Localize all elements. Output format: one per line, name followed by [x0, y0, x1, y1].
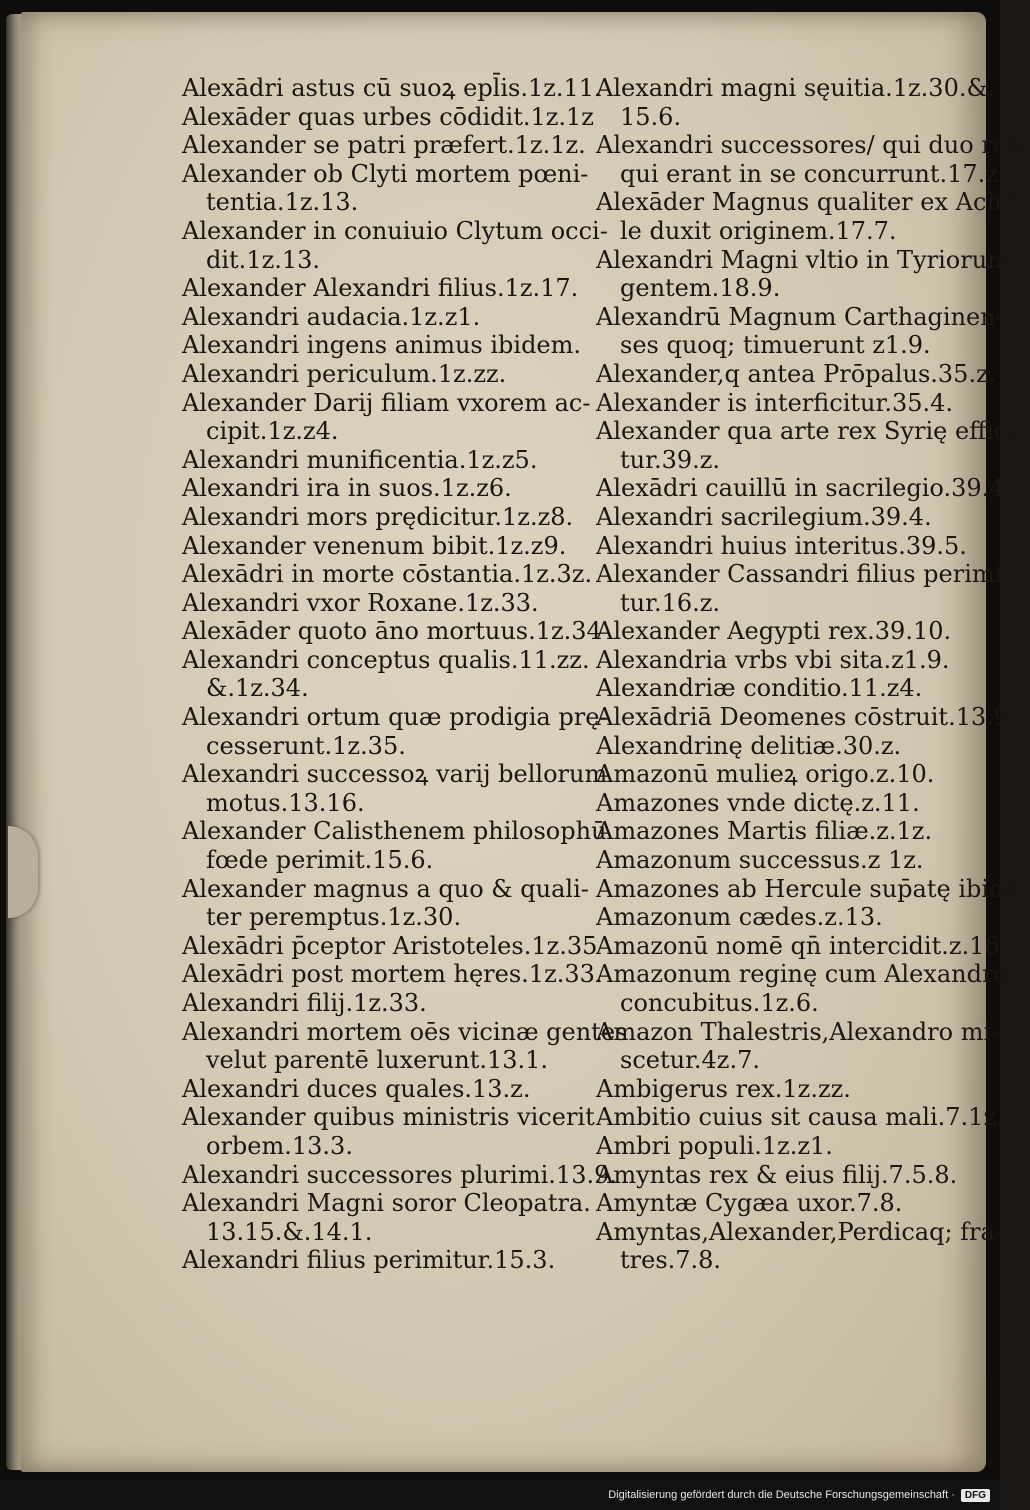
index-entry	[596, 703, 1017, 732]
entry-line: Amyntæ Cygæa uxor.7.8.	[596, 1189, 903, 1218]
footer-credit: Digitalisierung gefördert durch die Deutsche Forschungsgemeinschaft ·	[608, 1489, 955, 1501]
index-entry	[596, 1161, 978, 1190]
entry-line: Ambri populi.1z.z1.	[596, 1131, 833, 1160]
entry-continuation: ses quoq; timuerunt z1.9.	[620, 331, 931, 360]
entry-line: Amazonū mulieꝝ origo.z.10.	[596, 760, 935, 789]
index-entry	[596, 1189, 978, 1218]
entry-line: Alexander magnus a quo & quali-	[182, 874, 589, 903]
entry-line: Alexander Aegypti rex.39.10.	[596, 617, 952, 646]
index-entry	[596, 188, 1018, 245]
entry-line: Alexādri in morte cōstantia.1z.3z.	[182, 560, 593, 589]
entry-continuation: concubitus.1z.6.	[620, 989, 819, 1017]
index-entry	[182, 931, 598, 961]
entry-continuation: tentia.1z.13.	[206, 188, 359, 217]
index-entry	[182, 1075, 582, 1104]
entry-line: Alexandri filius perimitur.15.3.	[182, 1246, 556, 1275]
entry-line: Ambigerus rex.1z.zz.	[596, 1074, 851, 1103]
entry-line: Alexandri Magni soror Cleopatra.	[182, 1189, 591, 1218]
entry-continuation: cesserunt.1z.35.	[206, 731, 406, 760]
index-entry	[596, 617, 978, 646]
entry-line: Amazones ab Hercule sup̄atę ibidē	[596, 874, 1019, 903]
index-entry	[596, 732, 978, 761]
index-entry	[596, 417, 1024, 474]
index-entry	[182, 874, 589, 932]
entry-line: Alexander Calisthenem philosophū	[182, 817, 607, 846]
entry-line: Alexander is interficitur.35.4.	[596, 388, 954, 417]
index-entry	[596, 1075, 978, 1104]
entry-line: Ambitio cuius sit causa mali.7.1z.	[596, 1103, 1004, 1132]
index-entry	[182, 589, 582, 618]
entry-line: Alexandri vxor Roxane.1z.33.	[182, 588, 539, 617]
entry-line: Amyntas rex & eius filij.7.5.8.	[596, 1160, 958, 1189]
index-entry	[182, 645, 590, 703]
entry-line: Alexandri periculum.1z.zz.	[182, 359, 507, 388]
entry-line: Alexāder quas urbes cōdidit.1z.1z	[182, 102, 594, 131]
entry-line: Amazonum cædes.z.13.	[596, 903, 883, 932]
index-entry	[596, 359, 997, 389]
entry-continuation: scetur.4z.7.	[620, 1046, 760, 1075]
entry-continuation: &.1z.34.	[206, 674, 309, 703]
index-entry	[596, 817, 978, 846]
index-entry	[596, 389, 978, 418]
entry-continuation: tres.7.8.	[620, 1246, 722, 1275]
entry-line: Alexandri conceptus qualis.11.zz.	[182, 645, 590, 674]
index-entry	[182, 1189, 591, 1246]
entry-line: Alexandri ortum quæ prodigia prę-	[182, 703, 608, 732]
entry-continuation: qui erant in se concurrunt.17.z.	[620, 159, 1006, 188]
index-entry	[182, 474, 582, 503]
entry-line: Alexander Cassandri filius perimi-	[596, 560, 1011, 589]
index-entry	[182, 331, 582, 360]
index-entry	[596, 74, 996, 131]
index-entry	[182, 1017, 628, 1075]
entry-line: Alexādri cauillū in sacrilegio.39.4.	[596, 474, 1013, 503]
entry-line: Alexandria vrbs vbi sita.z1.9.	[596, 645, 950, 674]
entry-continuation: cipit.1z.z4.	[206, 417, 339, 446]
entry-line: Alexandri huius interitus.39.5.	[596, 531, 967, 560]
index-entry	[596, 245, 1010, 303]
entry-line: Alexander Darij filiam vxorem ac-	[182, 388, 591, 417]
index-entry	[182, 760, 608, 817]
index-entry	[596, 474, 1013, 503]
entry-line: Alexandri magni sęuitia.1z.30.&.	[596, 74, 996, 102]
entry-line: Alexandri successores plurimi.13.9.	[182, 1160, 617, 1189]
entry-line: Amazones Martis filiæ.z.1z.	[596, 817, 933, 846]
entry-line: Alexandri audacia.1z.z1.	[182, 302, 481, 331]
index-entry	[182, 74, 602, 103]
entry-line: Alexādri post mortem hęres.1z.33.	[182, 960, 603, 989]
entry-line: Alexandri mors prędicitur.1z.z8.	[182, 502, 574, 531]
index-entry	[596, 1103, 1004, 1132]
index-entry	[596, 903, 978, 932]
entry-line: Alexādriā Deomenes cōstruit.13.9.	[596, 703, 1017, 732]
entry-continuation: tur.39.z.	[620, 445, 721, 474]
index-entry	[182, 960, 603, 989]
entry-line: Alexandri duces quales.13.z.	[182, 1074, 531, 1103]
index-entry	[182, 360, 582, 389]
index-entry	[182, 159, 589, 217]
index-entry	[596, 846, 978, 875]
entry-line: Alexāder quoto āno mortuus.1z.34	[182, 617, 602, 646]
entry-line: Alexander venenum bibit.1z.z9.	[182, 531, 567, 560]
entry-line: Alexander,q antea Prōpalus.35.z.	[596, 359, 997, 388]
index-entry	[596, 674, 978, 703]
entry-line: Alexādri p̄ceptor Aristoteles.1z.35	[182, 931, 598, 960]
index-entry	[596, 302, 1004, 360]
index-entry	[182, 1160, 617, 1190]
index-entry	[596, 874, 1019, 904]
index-entry	[182, 446, 582, 475]
index-entry	[596, 503, 978, 532]
index-entry	[182, 274, 582, 303]
entry-line: Alexandrū Magnum Carthaginen-	[596, 302, 1004, 331]
index-entry	[182, 1246, 582, 1275]
index-column-left	[182, 74, 628, 1275]
entry-line: Alexandri successoꝝ varij bellorum	[182, 760, 608, 789]
index-entry	[596, 931, 1008, 961]
index-entry	[182, 303, 582, 332]
entry-continuation: ter peremptus.1z.30.	[206, 903, 462, 932]
entry-line: Alexandri mortem oēs vicinæ gentes	[182, 1017, 628, 1046]
entry-continuation: orbem.13.3.	[206, 1131, 353, 1160]
entry-line: Alexandrinę delitiæ.30.z.	[596, 731, 902, 760]
entry-line: Amazones vnde dictę.z.11.	[596, 788, 920, 817]
index-entry	[596, 1017, 1000, 1075]
index-entry	[596, 1217, 1003, 1275]
entry-line: Alexander in conuiuio Clytum occi-	[182, 216, 608, 245]
entry-line: Alexandri ingens animus ibidem.	[182, 331, 582, 360]
entry-line: Alexander qua arte rex Syrię effici-	[596, 417, 1024, 446]
entry-line: Alexandri Magni vltio in Tyriorum	[596, 245, 1010, 274]
entry-continuation: 15.6.	[620, 102, 682, 131]
index-entry	[182, 617, 602, 646]
index-entry	[182, 216, 608, 274]
entry-continuation: motus.13.16.	[206, 788, 365, 817]
entry-line: Alexandri sacrilegium.39.4.	[596, 502, 932, 531]
entry-line: Amazonum successus.z 1z.	[596, 846, 924, 875]
entry-line: Alexandri filij.1z.33.	[182, 989, 427, 1017]
entry-line: Amazonum reginę cum Alexandro	[596, 960, 1008, 989]
entry-continuation: le duxit originem.17.7.	[620, 216, 897, 245]
entry-continuation: velut parentē luxerunt.13.1.	[206, 1046, 549, 1075]
entry-line: Amazon Thalestris,Alexandro mi-	[596, 1017, 1000, 1046]
entry-line: Alexandri munificentia.1z.z5.	[182, 445, 538, 474]
entry-continuation: tur.16.z.	[620, 588, 721, 617]
index-entry	[596, 646, 978, 675]
entry-line: Amyntas,Alexander,Perdicaq; fra-	[596, 1217, 1003, 1246]
index-entry	[182, 560, 593, 589]
entry-line: Alexāder Magnus qualiter ex Achil	[596, 188, 1018, 217]
entry-line: Alexandriæ conditio.11.z4.	[596, 674, 923, 703]
entry-continuation: fœde perimit.15.6.	[206, 846, 434, 875]
index-entry	[182, 1103, 595, 1160]
digitization-footer	[0, 1480, 1000, 1510]
index-entry	[596, 131, 1030, 188]
index-entry	[596, 560, 1011, 617]
index-entry	[182, 131, 586, 160]
index-entry	[182, 703, 608, 760]
index-entry	[596, 789, 978, 818]
entry-line: Alexandri successores/ qui duo reli-	[596, 131, 1030, 160]
index-entry	[596, 960, 1008, 1017]
entry-line: Alexander ob Clyti mortem pœni-	[182, 159, 589, 188]
entry-continuation: gentem.18.9.	[620, 274, 781, 303]
index-entry	[182, 388, 591, 446]
index-entry	[182, 989, 582, 1018]
index-column-right	[596, 74, 1030, 1275]
index-entry	[182, 817, 607, 875]
dfg-logo-icon: DFG	[961, 1489, 990, 1502]
index-entry	[596, 1132, 978, 1161]
entry-line: Amazonū nomē qn̄ intercidit.z.16.	[596, 931, 1008, 960]
entry-line: Alexander quibus ministris vicerit	[182, 1103, 595, 1132]
entry-line: Alexādri astus cū suoꝝ epl̄is.1z.11.	[182, 74, 602, 102]
index-entry	[596, 760, 978, 789]
index-entry	[182, 102, 594, 132]
entry-line: Alexandri ira in suos.1z.z6.	[182, 474, 512, 503]
entry-continuation: dit.1z.13.	[206, 245, 321, 274]
index-entry	[182, 532, 582, 561]
entry-line: Alexander se patri præfert.1z.1z.	[182, 131, 586, 160]
index-entry	[596, 532, 978, 561]
entry-continuation: 13.15.&.14.1.	[206, 1217, 373, 1246]
entry-line: Alexander Alexandri filius.1z.17.	[182, 274, 579, 303]
index-entry	[182, 503, 582, 532]
